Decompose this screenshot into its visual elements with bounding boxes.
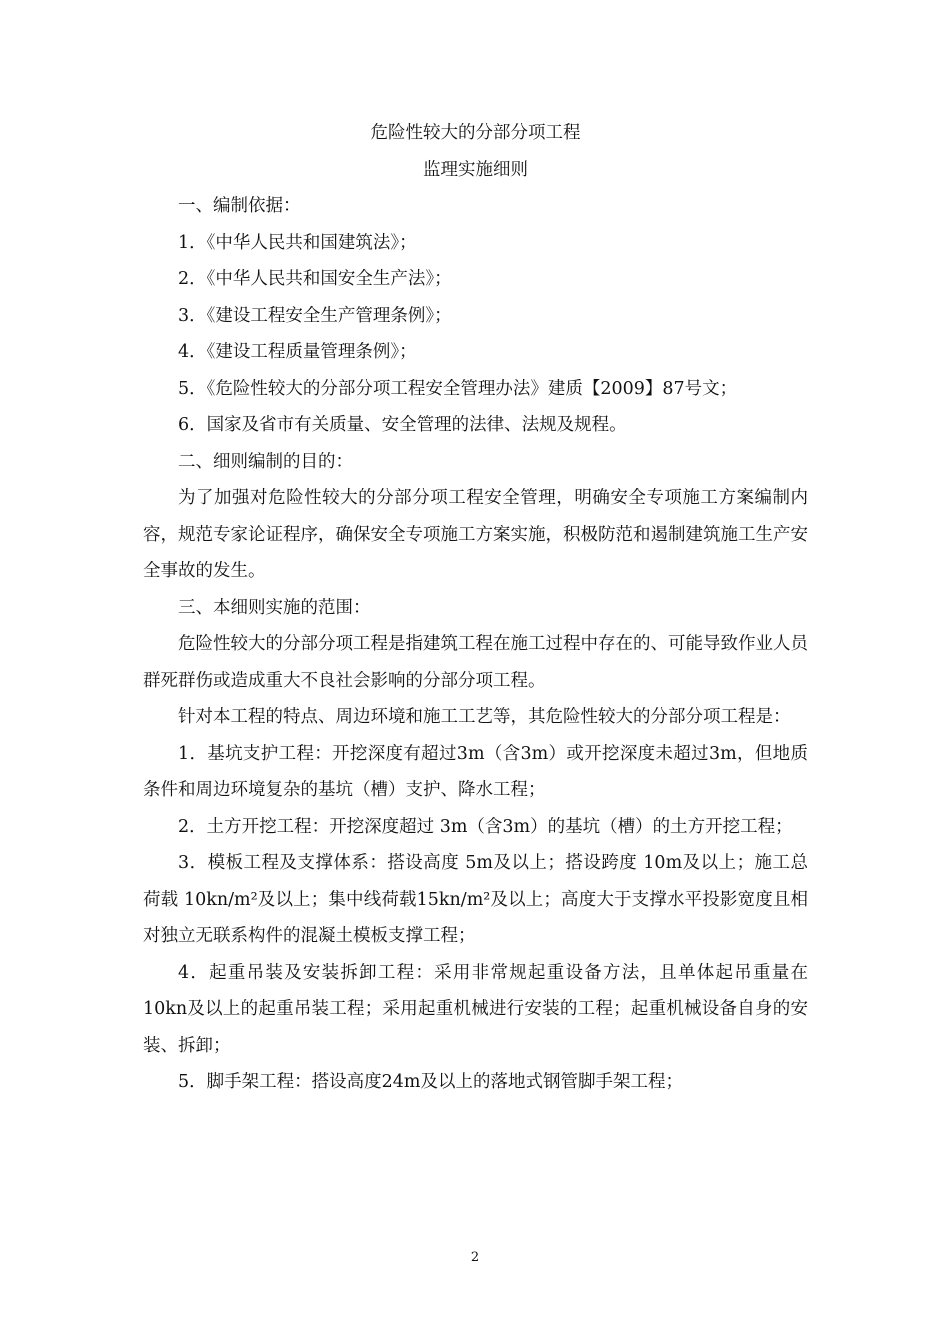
list-item: 3．《建设工程安全生产管理条例》；	[178, 305, 452, 326]
list-item: 2．土方开挖工程：开挖深度超过 3m（含3m）的基坑（槽）的土方开挖工程；	[178, 816, 793, 837]
section-heading-scope: 三、本细则实施的范围：	[178, 597, 371, 618]
list-item: 2．《中华人民共和国安全生产法》；	[178, 269, 452, 289]
section-heading-purpose: 二、细则编制的目的：	[178, 451, 353, 472]
list-item: 1．《中华人民共和国建筑法》；	[178, 232, 417, 253]
paragraph: 针对本工程的特点、周边环境和施工工艺等，其危险性较大的分部分项工程是：	[178, 707, 791, 727]
list-item: 4．《建设工程质量管理条例》；	[178, 342, 417, 362]
list-item: 4．起重吊装及安装拆卸工程：采用非常规起重设备方法，且单体起吊重量在10kn及以上的起重吊装工程；采用起重机械进行安装的工程；起重机械设备自身的安装、拆卸；	[143, 962, 808, 1056]
document-subtitle: 监理实施细则	[423, 159, 528, 180]
paragraph: 危险性较大的分部分项工程是指建筑工程在施工过程中存在的、可能导致作业人员群死群伤或造成重大不良社会影响的分部分项工程。	[143, 634, 808, 691]
document-body	[143, 115, 808, 1101]
page-number: 2	[470, 1250, 480, 1265]
list-item: 3．模板工程及支撑体系：搭设高度 5m及以上；搭设跨度 10m及以上；施工总荷载 10kn/m²及以上；集中线荷载15kn/m²及以上；高度大于支撑水平投影宽度且相对独立无联系构件的混凝土模板支撑工程；	[143, 853, 808, 946]
list-item: 5．脚手架工程：搭设高度24m及以上的落地式钢管脚手架工程；	[178, 1072, 683, 1092]
section-heading-basis: 一、编制依据：	[178, 196, 301, 216]
list-item: 1．基坑支护工程：开挖深度有超过3m（含3m）或开挖深度未超过3m，但地质条件和周边环境复杂的基坑（槽）支护、降水工程；	[143, 743, 808, 800]
document-title: 危险性较大的分部分项工程	[370, 123, 581, 143]
list-item: 5．《危险性较大的分部分项工程安全管理办法》建质【2009】87号文；	[178, 378, 738, 399]
paragraph: 为了加强对危险性较大的分部分项工程安全管理，明确安全专项施工方案编制内容，规范专家论证程序，确保安全专项施工方案实施，积极防范和遏制建筑施工生产安全事故的发生。	[143, 488, 808, 581]
list-item: 6．国家及省市有关质量、安全管理的法律、法规及规程。	[178, 415, 627, 435]
